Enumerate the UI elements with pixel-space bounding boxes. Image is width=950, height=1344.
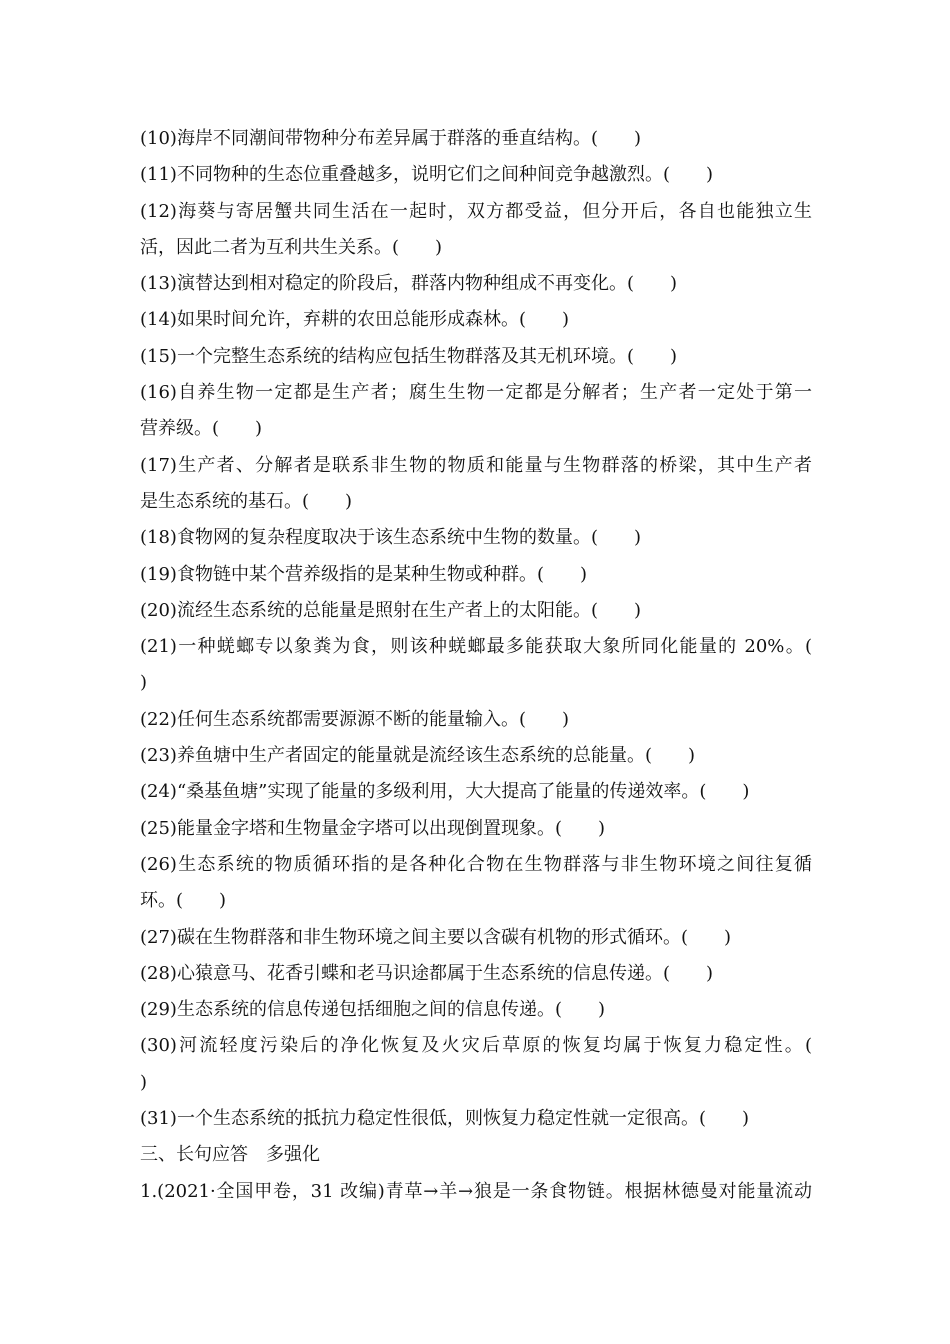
text-line: (29)生态系统的信息传递包括细胞之间的信息传递。( ) <box>140 999 605 1021</box>
text-line: (14)如果时间允许，弃耕的农田总能形成森林。( ) <box>140 309 569 331</box>
document-page <box>140 121 812 1210</box>
question-text-line: 1.(2021·全国甲卷，31 改编)青草→羊→狼是一条食物链。根据林德曼对能量流动 <box>140 1180 812 1202</box>
text-line: (23)养鱼塘中生产者固定的能量就是流经该生态系统的总能量。( ) <box>140 745 695 767</box>
text-line: (22)任何生态系统都需要源源不断的能量输入。( ) <box>140 708 569 730</box>
text-line: (11)不同物种的生态位重叠越多，说明它们之间种间竞争越激烈。( ) <box>140 164 713 186</box>
text-line: (21)一种蜣螂专以象粪为食，则该种蜣螂最多能获取大象所同化能量的 20%。( <box>140 636 812 658</box>
text-line: (13)演替达到相对稳定的阶段后，群落内物种组成不再变化。( ) <box>140 273 677 295</box>
text-line: (28)心猿意马、花香引蝶和老马识途都属于生态系统的信息传递。( ) <box>140 962 713 984</box>
text-line: (16)自养生物一定都是生产者；腐生生物一定都是分解者；生产者一定处于第一 <box>140 382 812 404</box>
text-line: ) <box>140 1071 148 1093</box>
text-line: (27)碳在生物群落和非生物环境之间主要以含碳有机物的形式循环。( ) <box>140 926 731 948</box>
text-line: (24)“桑基鱼塘”实现了能量的多级利用，大大提高了能量的传递效率。( ) <box>140 781 750 803</box>
text-line: (12)海葵与寄居蟹共同生活在一起时，双方都受益，但分开后，各自也能独立生 <box>140 200 812 222</box>
text-line: (15)一个完整生态系统的结构应包括生物群落及其无机环境。( ) <box>140 345 677 367</box>
text-line: 营养级。( ) <box>140 418 263 440</box>
text-line: (17)生产者、分解者是联系非生物的物质和能量与生物群落的桥梁，其中生产者 <box>140 454 812 476</box>
text-line: (31)一个生态系统的抵抗力稳定性很低，则恢复力稳定性就一定很高。( ) <box>140 1108 749 1130</box>
text-line: (20)流经生态系统的总能量是照射在生产者上的太阳能。( ) <box>140 599 641 621</box>
text-line: (26)生态系统的物质循环指的是各种化合物在生物群落与非生物环境之间往复循 <box>140 853 812 875</box>
text-line: (25)能量金字塔和生物量金字塔可以出现倒置现象。( ) <box>140 817 605 839</box>
text-line: (19)食物链中某个营养级指的是某种生物或种群。( ) <box>140 563 587 585</box>
text-line: ) <box>140 672 148 694</box>
text-line: (30)河流轻度污染后的净化恢复及火灾后草原的恢复均属于恢复力稳定性。( <box>140 1035 812 1057</box>
text-line: 环。( ) <box>140 890 227 912</box>
text-line: 活，因此二者为互利共生关系。( ) <box>140 236 443 258</box>
text-line: (18)食物网的复杂程度取决于该生态系统中生物的数量。( ) <box>140 527 641 549</box>
section-heading: 三、长句应答 多强化 <box>140 1144 320 1166</box>
text-line: 是生态系统的基石。( ) <box>140 490 353 512</box>
text-line: (10)海岸不同潮间带物种分布差异属于群落的垂直结构。( ) <box>140 128 641 149</box>
